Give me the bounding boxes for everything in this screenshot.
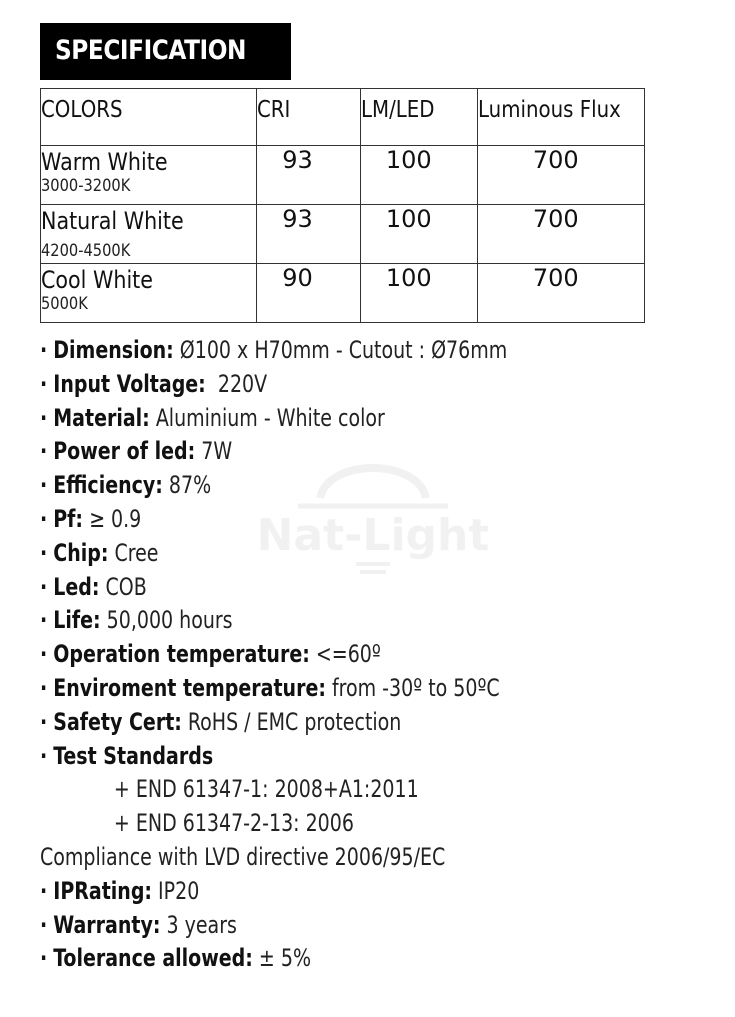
- color-name: Warm White: [41, 148, 168, 176]
- table-row: [41, 205, 645, 264]
- col-header-lm-led: LM/LED: [360, 89, 477, 146]
- color-name: Natural White: [41, 207, 184, 235]
- cri-cell: 93: [257, 205, 361, 264]
- flux-cell: 700: [477, 146, 644, 205]
- spec-item-operation-temperature: · Operation temperature: <=60º: [40, 640, 381, 669]
- spec-label: Safety Cert:: [53, 707, 182, 736]
- color-range: 4200-4500K: [41, 241, 131, 261]
- spec-label: Material:: [53, 403, 150, 432]
- spec-label: Dimension:: [53, 336, 174, 364]
- color-range: 3000-3200K: [41, 176, 131, 196]
- spec-value: IP20: [152, 876, 200, 905]
- spec-label: Tolerance allowed:: [53, 944, 253, 973]
- col-header-cri: CRI: [257, 89, 361, 146]
- table-row: [41, 146, 645, 205]
- standard-item: + END 61347-1: 2008+A1:2011: [113, 775, 419, 804]
- watermark-text: Nat-Light: [258, 510, 488, 561]
- spec-label: Operation temperature:: [53, 640, 310, 669]
- compliance-note: Compliance with LVD directive 2006/95/EC: [40, 842, 446, 871]
- table-header-row: [41, 89, 645, 146]
- table-row: [41, 264, 645, 323]
- col-header-luminous-flux: Luminous Flux: [477, 89, 644, 146]
- spec-value: <=60º: [309, 640, 381, 669]
- spec-label: Enviroment temperature:: [53, 673, 326, 702]
- spec-value: 50,000 hours: [100, 606, 233, 635]
- spec-value: ≥ 0.9: [83, 504, 142, 533]
- color-cell: [41, 146, 257, 205]
- flux-cell: 700: [477, 205, 644, 264]
- spec-item-pf: · Pf: ≥ 0.9: [40, 504, 142, 533]
- spec-item-tolerance: · Tolerance allowed: ± 5%: [40, 944, 312, 973]
- color-cell: [41, 205, 257, 264]
- spec-label: Pf:: [53, 504, 84, 533]
- page-title: SPECIFICATION: [55, 35, 247, 66]
- spec-item-material: · Material: Aluminium - White color: [40, 403, 385, 432]
- spec-label: Chip:: [53, 538, 109, 567]
- spec-label: Led:: [53, 572, 100, 601]
- spec-value: from -30º to 50ºC: [325, 673, 500, 702]
- spec-value: 7W: [195, 437, 233, 466]
- spec-value: Cree: [108, 538, 159, 567]
- color-range: 5000K: [41, 294, 88, 314]
- cri-cell: 90: [257, 264, 361, 323]
- col-header-colors: COLORS: [41, 89, 257, 146]
- spec-value: 3 years: [160, 910, 237, 939]
- spec-value: COB: [99, 572, 147, 601]
- spec-value: 87%: [162, 471, 212, 500]
- flux-cell: 700: [477, 264, 644, 323]
- spec-item-environment-temperature: · Enviroment temperature: from -30º to 50ºC: [40, 673, 500, 702]
- spec-value: Ø100 x H70mm - Cutout : Ø76mm: [173, 336, 508, 364]
- spec-value: 220V: [205, 369, 268, 398]
- spec-item-test-standards: · Test Standards: [40, 741, 214, 770]
- spec-item-power: · Power of led: 7W: [40, 437, 233, 466]
- spec-label: Warranty:: [53, 910, 161, 939]
- cri-cell: 93: [257, 146, 361, 205]
- color-name: Cool White: [41, 266, 153, 294]
- lm-led-cell: 100: [360, 146, 477, 205]
- spec-label: IPRating:: [53, 876, 153, 905]
- spec-label: Efficiency:: [53, 471, 163, 500]
- spec-item-ip-rating: · IPRating: IP20: [40, 876, 200, 905]
- lm-led-cell: 100: [360, 205, 477, 264]
- spec-item-life: · Life: 50,000 hours: [40, 606, 233, 635]
- spec-item-efficiency: · Efficiency: 87%: [40, 471, 212, 500]
- lm-led-cell: 100: [360, 264, 477, 323]
- color-cell: [41, 264, 257, 323]
- spec-item-warranty: · Warranty: 3 years: [40, 910, 237, 939]
- spec-item-dimension: · Dimension: Ø100 x H70mm - Cutout : Ø76mm: [40, 336, 508, 364]
- spec-value: RoHS / EMC protection: [181, 707, 402, 736]
- spec-item-safety-cert: · Safety Cert: RoHS / EMC protection: [40, 707, 402, 736]
- spec-item-input-voltage: · Input Voltage: 220V: [40, 369, 268, 398]
- spec-value: Aluminium - White color: [149, 403, 385, 432]
- spec-value: ± 5%: [252, 944, 312, 973]
- spec-label: Input Voltage:: [53, 369, 206, 398]
- spec-label: Power of led:: [53, 437, 196, 466]
- spec-label: Test Standards: [53, 741, 214, 770]
- spec-item-chip: · Chip: Cree: [40, 538, 159, 567]
- spec-label: Life:: [53, 606, 101, 635]
- spec-title-banner: [40, 23, 291, 80]
- color-spec-table: [40, 88, 645, 323]
- spec-list: [40, 334, 571, 976]
- spec-item-led: · Led: COB: [40, 572, 147, 601]
- standard-item: + END 61347-2-13: 2006: [113, 809, 354, 838]
